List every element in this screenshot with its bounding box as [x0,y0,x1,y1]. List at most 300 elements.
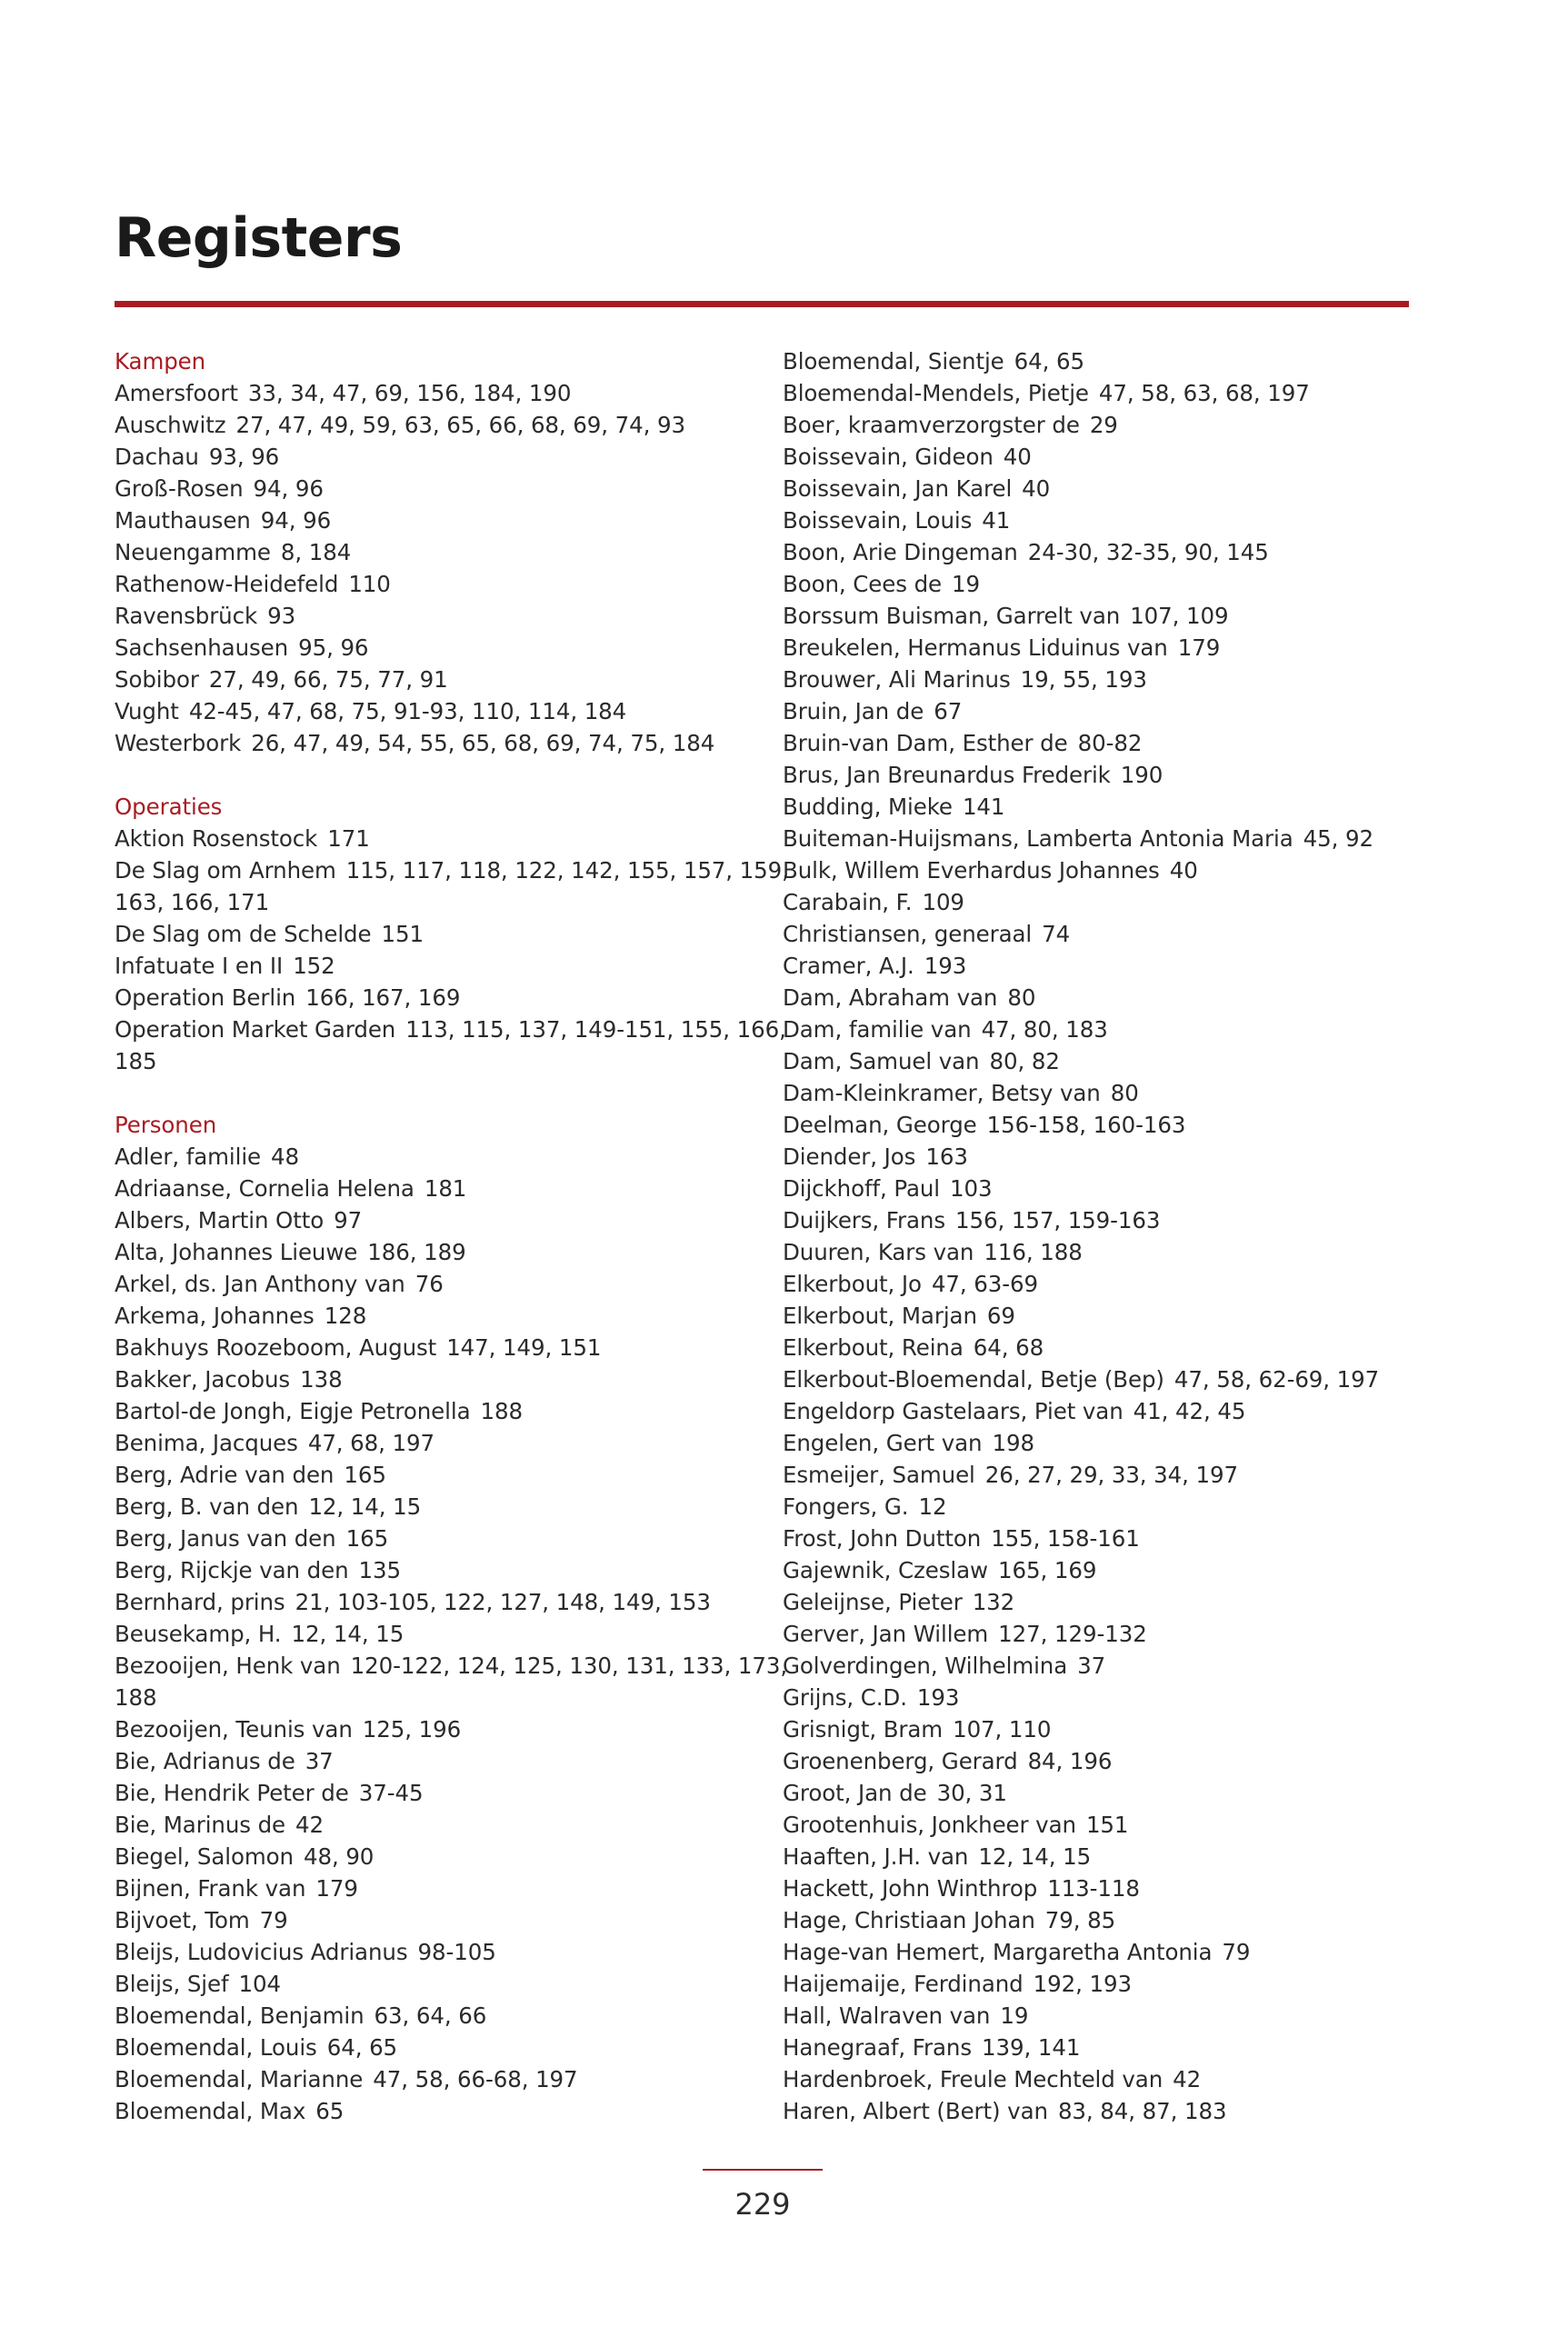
entry-name: Hackett, John Winthrop [783,1875,1038,1902]
entry-name: Dam, Samuel van [783,1048,980,1074]
index-entry [783,1936,1437,1968]
entry-name: Elkerbout, Marjan [783,1303,977,1329]
index-entry [783,1491,1437,1523]
entry-pages: 47, 80, 183 [981,1016,1108,1043]
index-entry [783,568,1437,600]
index-entry [783,2095,1437,2127]
index-entry [115,409,742,441]
entry-pages: 151 [381,921,424,947]
entry-name: Dam, Abraham van [783,984,998,1011]
entry-name: Westerbork [115,730,242,756]
index-entry [783,632,1437,664]
index-entry [783,664,1437,695]
index-entry [115,1968,742,2000]
index-entry [115,2095,742,2127]
entry-name: Haaften, J.H. van [783,1843,969,1870]
entry-pages: 30, 31 [936,1780,1007,1806]
entry-name: Elkerbout, Reina [783,1334,964,1361]
entry-name: Boissevain, Jan Karel [783,475,1013,502]
entry-pages: 165 [345,1525,389,1552]
entry-pages: 26, 27, 29, 33, 34, 197 [984,1462,1238,1488]
entry-name: Bloemendal-Mendels, Pietje [783,380,1089,406]
entry-pages: 47, 58, 66-68, 197 [373,2066,578,2092]
index-entry [783,1459,1437,1491]
index-entry [115,695,742,727]
entry-pages: 40 [1003,444,1032,470]
index-entry [783,600,1437,632]
entry-name: Aktion Rosenstock [115,825,318,852]
index-entry [783,1904,1437,1936]
entry-name: Dachau [115,444,199,470]
entry-name: Grootenhuis, Jonkheer van [783,1812,1076,1838]
entry-pages: 27, 47, 49, 59, 63, 65, 66, 68, 69, 74, 93 [235,412,685,438]
entry-name: Bijnen, Frank van [115,1875,306,1902]
entry-pages-continuation: 163, 166, 171 [115,889,270,915]
entry-name: Adler, familie [115,1144,262,1170]
entry-pages: 67 [934,698,963,724]
entry-name: Beusekamp, H. [115,1621,282,1647]
entry-name: Vught [115,698,179,724]
index-entry [783,2032,1437,2063]
index-entry [115,504,742,536]
index-entry [115,377,742,409]
entry-name: Rathenow-Heidefeld [115,571,339,597]
entry-pages: 93 [267,603,296,629]
index-entry [783,1173,1437,1204]
index-entry [115,1873,742,1904]
index-entry [783,1713,1437,1745]
entry-name: Hage-van Hemert, Margaretha Antonia [783,1939,1213,1965]
entry-name: Diender, Jos [783,1144,916,1170]
entry-name: Hall, Walraven van [783,2002,991,2029]
index-entry [783,1427,1437,1459]
entry-pages: 27, 49, 66, 75, 77, 91 [208,666,448,693]
page-title: Registers [115,206,403,270]
entry-pages: 132 [972,1589,1015,1615]
index-entry [783,759,1437,791]
entry-pages: 125, 196 [362,1716,462,1743]
index-entry [115,632,742,664]
entry-pages: 41, 42, 45 [1133,1398,1246,1424]
entry-name: Adriaanse, Cornelia Helena [115,1175,414,1202]
entry-pages: 84, 196 [1027,1748,1113,1774]
entry-name: Bloemendal, Marianne [115,2066,364,2092]
entry-name: Bloemendal, Louis [115,2034,317,2061]
entry-name: Berg, Adrie van den [115,1462,335,1488]
entry-pages: 47, 58, 63, 68, 197 [1098,380,1310,406]
entry-pages-continuation: 188 [115,1684,157,1711]
entry-pages: 48, 90 [303,1843,375,1870]
entry-name: Bie, Marinus de [115,1812,286,1838]
entry-pages: 166, 167, 169 [305,984,461,1011]
index-entry [783,1523,1437,1554]
entry-pages: 104 [238,1971,281,1997]
index-entry [783,982,1437,1014]
entry-name: Bakhuys Roozeboom, August [115,1334,437,1361]
entry-name: Boon, Cees de [783,571,943,597]
entry-name: Cramer, A.J. [783,953,914,979]
index-entry [115,1491,742,1523]
index-entry [115,1173,742,1204]
entry-name: Bakker, Jacobus [115,1366,291,1393]
entry-pages: 94, 96 [253,475,324,502]
index-entry [783,1873,1437,1904]
entry-name: Boon, Arie Dingeman [783,539,1018,565]
entry-name: Auschwitz [115,412,226,438]
entry-pages: 12 [918,1493,947,1520]
entry-pages: 193 [916,1684,960,1711]
index-entry [115,1236,742,1268]
entry-pages: 107, 109 [1130,603,1229,629]
entry-name: Benima, Jacques [115,1430,298,1456]
entry-name: Elkerbout, Jo [783,1271,922,1297]
entry-name: Dam-Kleinkramer, Betsy van [783,1080,1101,1106]
entry-name: Bulk, Willem Everhardus Johannes [783,857,1160,884]
entry-pages: 110 [348,571,391,597]
index-entry [783,536,1437,568]
index-entry [115,854,789,886]
entry-pages: 47, 58, 62-69, 197 [1174,1366,1380,1393]
entry-name: Esmeijer, Samuel [783,1462,975,1488]
entry-pages: 45, 92 [1303,825,1373,852]
entry-pages: 80, 82 [989,1048,1060,1074]
entry-pages: 95, 96 [298,634,369,661]
entry-pages: 80 [1110,1080,1139,1106]
entry-name: Frost, John Dutton [783,1525,982,1552]
entry-name: Bartol-de Jongh, Eigje Petronella [115,1398,471,1424]
entry-pages: 120-122, 124, 125, 130, 131, 133, 173, [350,1653,788,1679]
entry-name: Geleijnse, Pieter [783,1589,963,1615]
entry-pages: 24-30, 32-35, 90, 145 [1027,539,1269,565]
index-entry [115,568,742,600]
index-entry [115,1014,786,1045]
title-rule [115,301,1409,307]
index-entry [783,1268,1437,1300]
entry-pages: 37-45 [358,1780,424,1806]
entry-name: Neuengamme [115,539,271,565]
entry-name: Dijckhoff, Paul [783,1175,941,1202]
index-entry [783,791,1437,823]
entry-name: Carabain, F. [783,889,913,915]
index-entry [783,504,1437,536]
entry-pages: 188 [480,1398,523,1424]
entry-pages: 19 [952,571,981,597]
entry-name: Albers, Martin Otto [115,1207,325,1233]
index-entry [115,1427,742,1459]
entry-name: Boissevain, Louis [783,507,973,534]
index-entry [115,2032,742,2063]
entry-name: Gerver, Jan Willem [783,1621,989,1647]
entry-name: Engelen, Gert van [783,1430,983,1456]
entry-name: Bie, Hendrik Peter de [115,1780,349,1806]
index-entry [115,2000,742,2032]
index-entry [115,1809,742,1841]
entry-pages: 138 [300,1366,343,1393]
entry-pages: 171 [327,825,370,852]
entry-name: Haren, Albert (Bert) van [783,2098,1048,2124]
entry-name: Deelman, George [783,1112,977,1138]
entry-name: Operation Berlin [115,984,296,1011]
index-entry [783,1809,1437,1841]
entry-pages: 42 [1173,2066,1202,2092]
entry-name: Golverdingen, Wilhelmina [783,1653,1068,1679]
entry-name: Breukelen, Hermanus Liduinus van [783,634,1168,661]
index-entry [115,1904,742,1936]
entry-pages: 79, 85 [1044,1907,1116,1933]
entry-name: Bezooijen, Teunis van [115,1716,353,1743]
entry-pages: 79 [1222,1939,1251,1965]
entry-name: Biegel, Salomon [115,1843,294,1870]
entry-pages: 74 [1042,921,1071,947]
entry-pages: 42-45, 47, 68, 75, 91-93, 110, 114, 184 [188,698,627,724]
entry-pages: 135 [358,1557,401,1583]
page-number-rule [703,2169,823,2171]
index-entry [783,695,1437,727]
entry-pages: 179 [1177,634,1221,661]
index-entry [115,1554,742,1586]
entry-pages: 40 [1022,475,1051,502]
index-entry [783,1077,1437,1109]
entry-name: Bezooijen, Henk van [115,1653,341,1679]
entry-name: Engeldorp Gastelaars, Piet van [783,1398,1124,1424]
index-entry [783,1682,1437,1713]
entry-name: De Slag om de Schelde [115,921,372,947]
index-entry [115,1777,742,1809]
entry-pages: 94, 96 [260,507,332,534]
section-heading: Personen [115,1112,217,1138]
entry-name: Mauthausen [115,507,251,534]
entry-name: Groenenberg, Gerard [783,1748,1018,1774]
entry-pages: 26, 47, 49, 54, 55, 65, 68, 69, 74, 75, 184 [251,730,715,756]
entry-name: Gajewnik, Czeslaw [783,1557,988,1583]
index-entry [115,1841,742,1873]
entry-name: Amersfoort [115,380,238,406]
index-entry [783,1618,1437,1650]
index-entry [115,823,742,854]
index-entry [783,2063,1437,2095]
index-entry [783,1300,1437,1332]
entry-pages-continuation: 185 [115,1048,157,1074]
entry-pages: 33, 34, 47, 69, 156, 184, 190 [247,380,572,406]
index-entry [115,918,742,950]
entry-pages: 12, 14, 15 [291,1621,404,1647]
index-entry [783,441,1437,473]
index-entry [783,823,1437,854]
index-entry [115,1395,742,1427]
entry-name: Bleijs, Sjef [115,1971,229,1997]
entry-pages: 179 [315,1875,358,1902]
entry-pages: 165 [344,1462,386,1488]
index-entry [115,473,742,504]
index-entry [115,1745,742,1777]
index-entry [783,473,1437,504]
index-entry [115,664,742,695]
entry-name: Berg, Janus van den [115,1525,336,1552]
index-entry [783,854,1437,886]
index-entry [783,1554,1437,1586]
index-entry [783,1141,1437,1173]
entry-name: Sachsenhausen [115,634,289,661]
index-section [115,1109,788,2127]
entry-pages: 147, 149, 151 [446,1334,602,1361]
index-column-left [115,345,789,2159]
index-entry [783,886,1437,918]
entry-name: Groot, Jan de [783,1780,927,1806]
entry-name: Hage, Christiaan Johan [783,1907,1035,1933]
index-entry [115,1459,742,1491]
entry-pages: 163 [925,1144,968,1170]
index-entry [783,727,1437,759]
entry-pages: 98-105 [417,1939,496,1965]
index-section [115,345,742,759]
entry-name: Infatuate I en II [115,953,284,979]
entry-name: Sobibor [115,666,199,693]
entry-pages: 152 [293,953,335,979]
index-entry [115,1713,742,1745]
index-entry [783,1745,1437,1777]
entry-name: Arkema, Johannes [115,1303,315,1329]
index-entry [783,1332,1437,1363]
entry-name: Duijkers, Frans [783,1207,945,1233]
entry-name: De Slag om Arnhem [115,857,336,884]
entry-pages: 80-82 [1077,730,1143,756]
index-entry [115,600,742,632]
index-entry [783,2000,1437,2032]
index-entry [115,1204,742,1236]
entry-pages: 48 [271,1144,300,1170]
entry-name: Operation Market Garden [115,1016,396,1043]
entry-pages: 80 [1007,984,1036,1011]
entry-name: Bernhard, prins [115,1589,285,1615]
entry-pages: 115, 117, 118, 122, 142, 155, 157, 159, [345,857,789,884]
entry-pages: 93, 96 [208,444,280,470]
index-entry [115,950,742,982]
index-entry [783,1841,1437,1873]
entry-pages: 76 [414,1271,444,1297]
entry-pages: 29 [1089,412,1118,438]
index-section [115,791,789,1077]
entry-name: Boissevain, Gideon [783,444,994,470]
entry-pages: 69 [986,1303,1015,1329]
entry-pages: 8, 184 [280,539,352,565]
entry-pages: 37 [305,1748,334,1774]
entry-name: Bloemendal, Max [115,2098,306,2124]
entry-name: Elkerbout-Bloemendal, Betje (Bep) [783,1366,1164,1393]
entry-pages: 151 [1085,1812,1129,1838]
entry-pages: 40 [1169,857,1198,884]
entry-name: Brouwer, Ali Marinus [783,666,1011,693]
entry-name: Berg, B. van den [115,1493,299,1520]
entry-pages: 64, 65 [326,2034,398,2061]
entry-name: Fongers, G. [783,1493,909,1520]
entry-name: Duuren, Kars van [783,1239,974,1265]
entry-pages: 97 [334,1207,363,1233]
entry-pages: 21, 103-105, 122, 127, 148, 149, 153 [295,1589,711,1615]
index-entry [115,536,742,568]
entry-pages: 181 [424,1175,467,1202]
index-entry [115,1332,742,1363]
entry-name: Bloemendal, Sientje [783,348,1004,375]
entry-pages: 103 [950,1175,993,1202]
entry-pages: 128 [324,1303,367,1329]
entry-name: Hardenbroek, Freule Mechteld van [783,2066,1164,2092]
entry-name: Bloemendal, Benjamin [115,2002,365,2029]
entry-pages: 165, 169 [998,1557,1097,1583]
section-heading: Operaties [115,794,223,820]
entry-pages: 155, 158-161 [991,1525,1140,1552]
index-column-right [783,345,1437,2127]
entry-name: Brus, Jan Breunardus Frederik [783,762,1111,788]
index-entry [783,1236,1437,1268]
index-entry [115,1936,742,1968]
index-entry [115,1300,742,1332]
index-entry [115,2063,742,2095]
entry-pages: 198 [992,1430,1034,1456]
entry-pages: 139, 141 [982,2034,1081,2061]
index-entry [783,409,1437,441]
index-entry [783,377,1437,409]
entry-pages: 41 [982,507,1011,534]
entry-name: Boer, kraamverzorgster de [783,412,1080,438]
entry-pages: 113, 115, 137, 149-151, 155, 166, [405,1016,786,1043]
entry-name: Ravensbrück [115,603,258,629]
entry-name: Arkel, ds. Jan Anthony van [115,1271,405,1297]
entry-name: Hanegraaf, Frans [783,2034,972,2061]
entry-pages: 141 [962,794,1005,820]
entry-pages: 63, 64, 66 [374,2002,487,2029]
section-heading: Kampen [115,348,206,375]
entry-pages: 190 [1120,762,1164,788]
index-entry [115,982,742,1014]
entry-name: Grisnigt, Bram [783,1716,944,1743]
entry-pages: 64, 68 [973,1334,1044,1361]
index-entry [783,1968,1437,2000]
index-entry [783,345,1437,377]
index-entry [783,1045,1437,1077]
index-entry [783,1395,1437,1427]
entry-pages: 47, 68, 197 [307,1430,434,1456]
index-entry [783,1650,1437,1682]
entry-pages: 12, 14, 15 [978,1843,1092,1870]
entry-pages: 109 [922,889,964,915]
index-entry [783,1204,1437,1236]
index-entry [115,1586,742,1618]
entry-pages: 83, 84, 87, 183 [1057,2098,1227,2124]
entry-name: Bijvoet, Tom [115,1907,250,1933]
entry-name: Buiteman-Huijsmans, Lamberta Antonia Maria [783,825,1293,852]
entry-pages: 19, 55, 193 [1020,666,1147,693]
entry-pages: 65 [315,2098,345,2124]
index-entry [115,1363,742,1395]
entry-name: Groß-Rosen [115,475,244,502]
entry-name: Berg, Rijckje van den [115,1557,349,1583]
entry-pages: 193 [924,953,967,979]
entry-name: Bleijs, Ludovicius Adrianus [115,1939,408,1965]
index-entry [783,1777,1437,1809]
entry-pages: 42 [295,1812,325,1838]
entry-pages: 19 [1000,2002,1029,2029]
index-entry [115,1618,742,1650]
index-entry [115,1650,788,1682]
index-entry [115,1523,742,1554]
index-entry [783,1586,1437,1618]
index-entry [783,1109,1437,1141]
entry-name: Bruin, Jan de [783,698,924,724]
entry-name: Alta, Johannes Lieuwe [115,1239,358,1265]
entry-pages: 156, 157, 159-163 [955,1207,1161,1233]
entry-pages: 37 [1077,1653,1106,1679]
entry-pages: 79 [259,1907,288,1933]
